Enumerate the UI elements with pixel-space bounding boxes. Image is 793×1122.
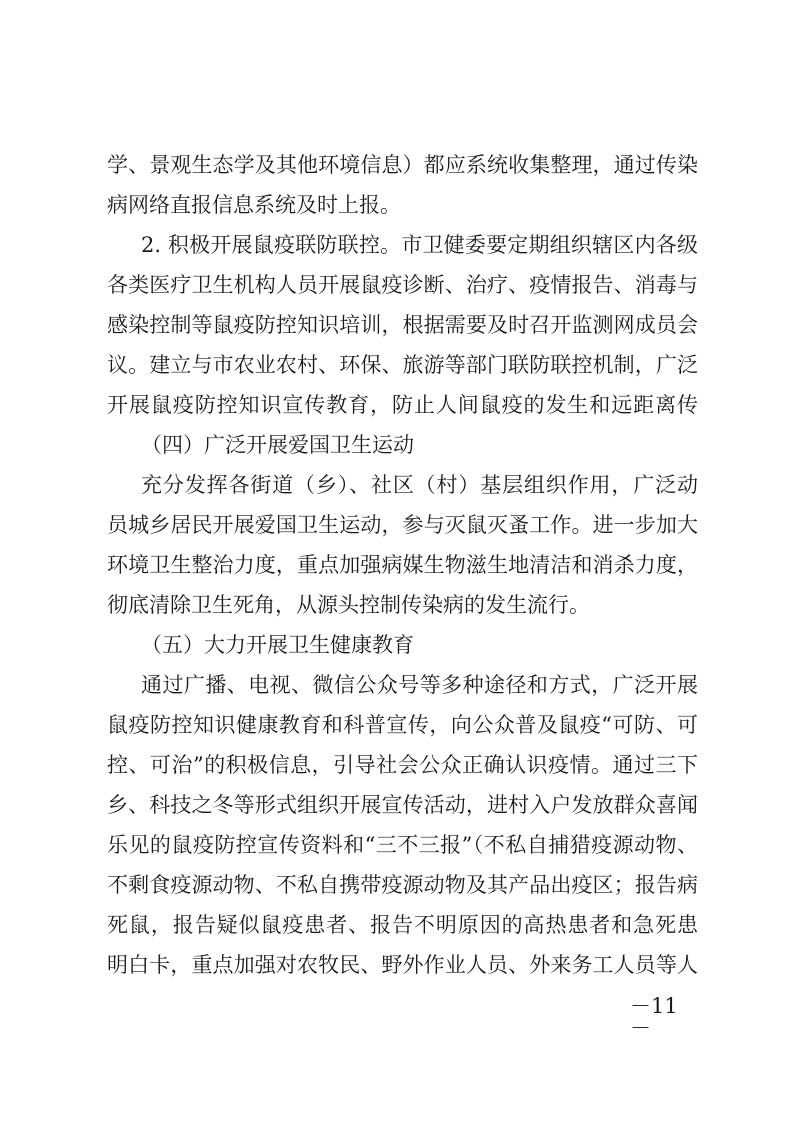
section-heading: （四）广泛开展爱国卫生运动 (141, 433, 414, 457)
text-line: 各类医疗卫生机构人员开展鼠疫诊断、治疗、疫情报告、消毒与 (107, 273, 698, 297)
text-line: 员城乡居民开展爱国卫生运动，参与灭鼠灭蚤工作。进一步加大 (107, 513, 698, 537)
text-line: 2. 积极开展鼠疫联防联控。市卫健委要定期组织辖区内各级 (141, 233, 698, 257)
text-line: 病网络直报信息系统及时上报。 (107, 193, 401, 217)
text-line: 鼠疫防控知识健康教育和科普宣传，向公众普及鼠疫“可防、可 (107, 713, 698, 737)
text-line: 议。建立与市农业农村、环保、旅游等部门联防联控机制，广泛 (107, 353, 698, 377)
text-line: 乐见的鼠疫防控宣传资料和“三不三报”（不私自捕猎疫源动物、 (107, 833, 698, 857)
page-number: －11 (630, 994, 678, 1018)
text-line: 通过广播、电视、微信公众号等多种途径和方式，广泛开展 (141, 673, 698, 697)
page-number-dash: － (630, 1016, 651, 1040)
text-line: 环境卫生整治力度，重点加强病媒生物滋生地清洁和消杀力度， (107, 553, 698, 577)
text-line: 乡、科技之冬等形式组织开展宣传活动，进村入户发放群众喜闻 (107, 793, 698, 817)
text-line: 死鼠，报告疑似鼠疫患者、报告不明原因的高热患者和急死患 (107, 913, 698, 937)
text-line: 控、可治”的积极信息，引导社会公众正确认识疫情。通过三下 (107, 753, 698, 777)
text-line: 充分发挥各街道（乡）、社区（村）基层组织作用，广泛动 (141, 473, 698, 497)
section-heading: （五）大力开展卫生健康教育 (141, 633, 414, 657)
text-line: 学、景观生态学及其他环境信息）都应系统收集整理，通过传染 (107, 153, 698, 177)
text-line: 感染控制等鼠疫防控知识培训，根据需要及时召开监测网成员会 (107, 313, 698, 337)
text-line: 开展鼠疫防控知识宣传教育，防止人间鼠疫的发生和远距离传 (107, 393, 698, 417)
text-line: 彻底清除卫生死角，从源头控制传染病的发生流行。 (107, 593, 590, 617)
text-line: 不剩食疫源动物、不私自携带疫源动物及其产品出疫区；报告病 (107, 873, 698, 897)
text-line: 明白卡，重点加强对农牧民、野外作业人员、外来务工人员等人 (107, 953, 698, 977)
